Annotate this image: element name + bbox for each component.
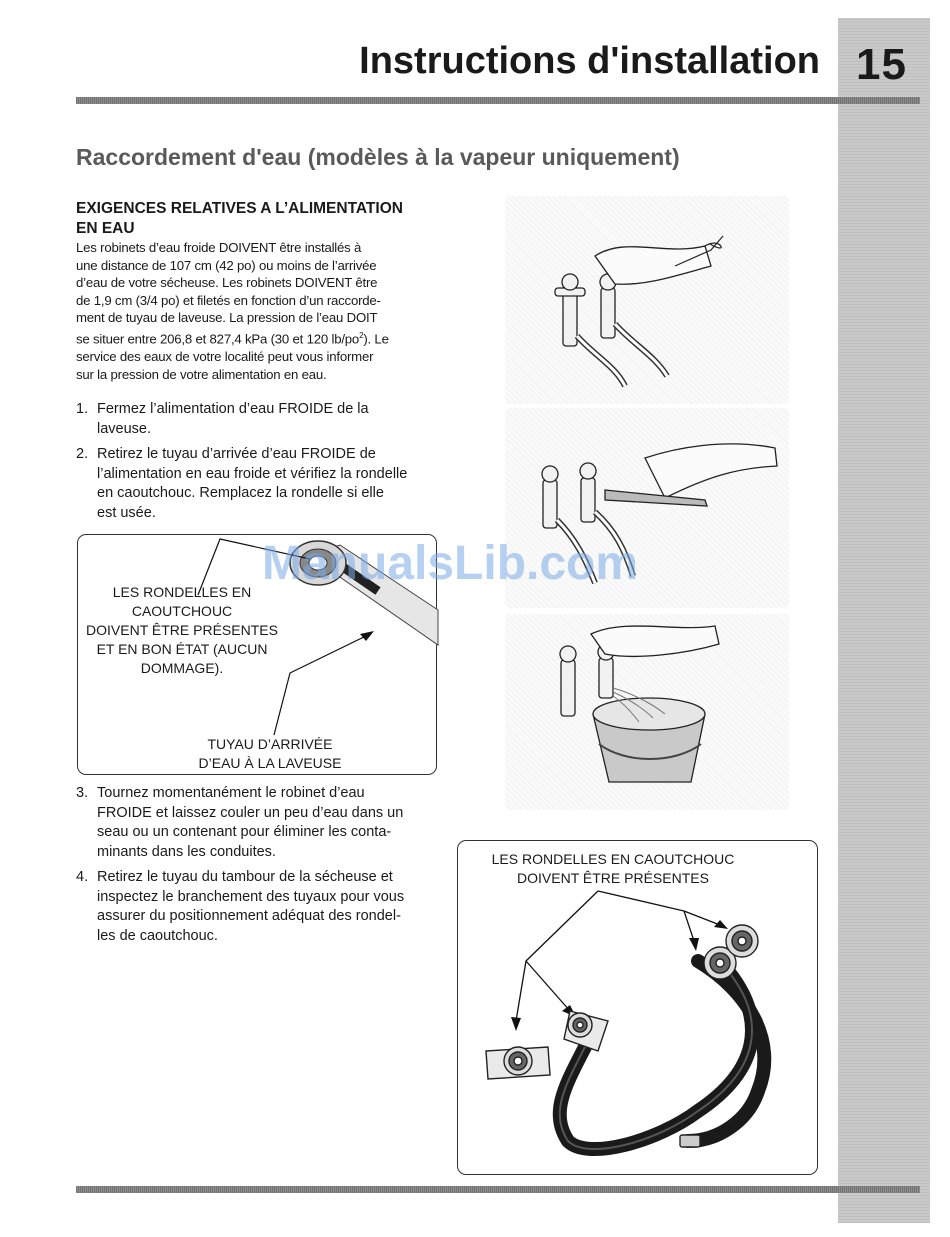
- list-item: [76, 445, 446, 523]
- hose-label: [190, 735, 350, 773]
- step-number: 2.: [76, 446, 89, 462]
- paragraph-line: [76, 327, 446, 348]
- page-title: Instructions d'installation: [359, 40, 820, 82]
- paragraph-line-text: se situer entre 206,8 et 827,4 kPa (30 et 120 lb/po: [76, 331, 360, 347]
- faucet-hand-icon: [505, 196, 789, 404]
- paragraph-line: de 1,9 cm (3/4 po) et filetés en fonction d’un raccorde-: [76, 292, 381, 308]
- requirements-heading-line: EN EAU: [76, 220, 135, 237]
- label-line: DOMMAGE).: [140, 660, 224, 676]
- label-line: TUYAU D’ARRIVÉE: [207, 736, 333, 752]
- superscript: 2: [359, 330, 364, 340]
- section-title: Raccordement d'eau (modèles à la vapeur uniquement): [76, 144, 680, 170]
- bucket-icon: [505, 614, 789, 810]
- step-number: 1.: [76, 401, 89, 417]
- step-line: inspectez le branchement des tuyaux pour vous: [97, 888, 405, 905]
- step-line: les de caoutchouc.: [97, 927, 218, 944]
- flush-bucket-illustration: [505, 614, 789, 810]
- faucet-off-illustration: [505, 196, 789, 404]
- step-line: assurer du positionnement adéquat des rondel-: [97, 908, 401, 924]
- step-line: Retirez le tuyau du tambour de la sécheuse et: [97, 869, 393, 885]
- paragraph-line-tail: ). Le: [363, 331, 389, 347]
- paragraph-line: une distance de 107 cm (42 po) ou moins de l’arrivée: [76, 257, 377, 273]
- footer-rule: [76, 1186, 920, 1193]
- step-line: Tournez momentanément le robinet d’eau: [97, 785, 365, 801]
- step-line: minants dans les conduites.: [97, 843, 276, 860]
- step-line: laveuse.: [97, 420, 152, 437]
- page-number: 15: [856, 40, 907, 89]
- step-line: est usée.: [97, 504, 156, 521]
- list-item: [76, 400, 446, 439]
- caption-line: LES RONDELLES EN CAOUTCHOUC: [491, 851, 735, 867]
- paragraph-line: d’eau de votre sécheuse. Les robinets DOIVENT être: [76, 275, 378, 291]
- label-line: CAOUTCHOUC: [131, 603, 233, 619]
- paragraph-line: ment de tuyau de laveuse. La pression de l’eau DOIT: [76, 310, 378, 326]
- hoses-icon: [458, 841, 819, 1176]
- paragraph-line: service des eaux de votre localité peut vous informer: [76, 348, 374, 364]
- caption-line: DOIVENT ÊTRE PRÉSENTES: [517, 870, 709, 886]
- step-line: seau ou un contenant pour éliminer les conta-: [97, 824, 392, 840]
- washer-label: [84, 583, 280, 678]
- hose-washer-diagram: [457, 840, 818, 1175]
- label-line: ET EN BON ÉTAT (AUCUN: [96, 641, 268, 657]
- steps-list-a: [76, 400, 446, 529]
- requirements-heading-line: EXIGENCES RELATIVES A L’ALIMENTATION: [76, 200, 403, 217]
- step-line: en caoutchouc. Remplacez la rondelle si elle: [97, 485, 384, 501]
- step-line: l’alimentation en eau froide et vérifiez la rondelle: [97, 465, 408, 482]
- step-number: 4.: [76, 869, 89, 885]
- paragraph-line: sur la pression de votre alimentation en eau.: [76, 366, 327, 382]
- watermark: ManualsLib.com: [262, 537, 639, 590]
- requirements-heading: [76, 199, 456, 239]
- step-number: 3.: [76, 785, 89, 801]
- requirements-paragraph: [76, 239, 446, 383]
- label-line: D’EAU À LA LAVEUSE: [198, 755, 342, 771]
- page-tab-sidebar: [838, 18, 930, 1223]
- paragraph-line: Les robinets d’eau froide DOIVENT être installés à: [76, 240, 362, 255]
- step-line: FROIDE et laissez couler un peu d’eau dans un: [97, 804, 404, 821]
- steps-list-b: [76, 784, 446, 952]
- header-rule: [76, 97, 920, 104]
- list-item: [76, 784, 446, 862]
- list-item: [76, 868, 446, 946]
- label-line: DOIVENT ÊTRE PRÉSENTES: [86, 622, 278, 638]
- step-line: Fermez l’alimentation d’eau FROIDE de la: [97, 401, 369, 417]
- step-line: Retirez le tuyau d’arrivée d’eau FROIDE de: [97, 446, 376, 462]
- label-line: LES RONDELLES EN: [112, 584, 252, 600]
